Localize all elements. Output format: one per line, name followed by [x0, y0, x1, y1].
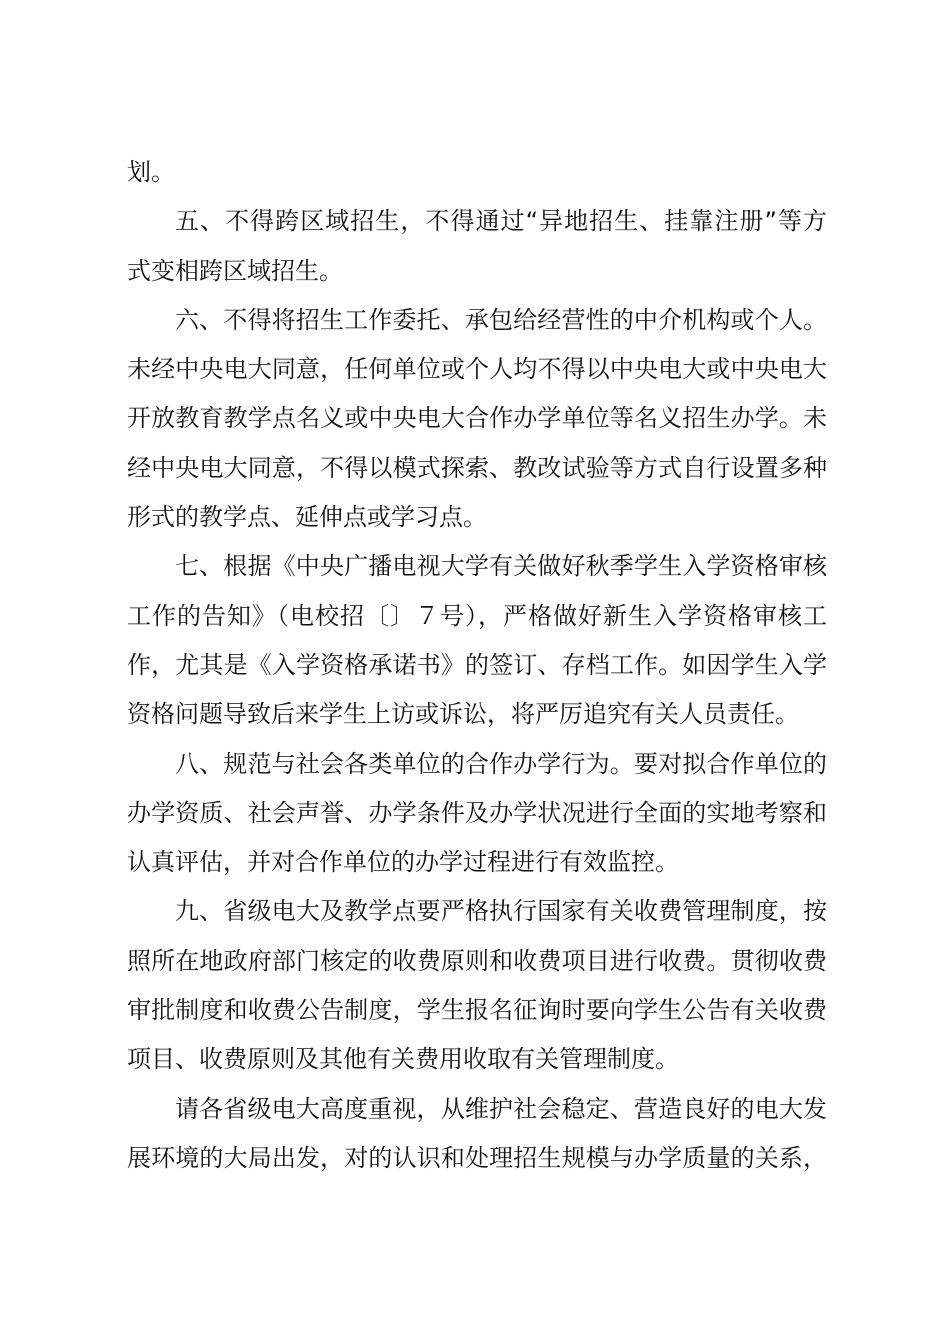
- text-line: 划。: [127, 158, 175, 186]
- text-line: 认真评估，并对合作单位的办学过程进行有效监控。: [127, 848, 679, 877]
- paragraph: [127, 740, 827, 888]
- text-line: 作，尤其是《入学资格承诺书》的签订、存档工作。如因学生入学: [127, 650, 827, 679]
- paragraph: [127, 148, 827, 197]
- text-line: 工作的告知》（电校招〔〕７号），严格做好新生入学资格审核工: [127, 601, 827, 630]
- text-line: 七、根据《中央广播电视大学有关做好秋季学生入学资格审核: [175, 552, 827, 581]
- document-body: [127, 148, 827, 1183]
- text-line: 照所在地政府部门核定的收费原则和收费项目进行收费。贯彻收费: [127, 946, 827, 975]
- text-line: 展环境的大局出发，对的认识和处理招生规模与办学质量的关系，: [127, 1143, 827, 1172]
- text-line: 开放教育教学点名义或中央电大合作办学单位等名义招生办学。未: [127, 404, 827, 433]
- text-line: 形式的教学点、延伸点或学习点。: [127, 503, 487, 532]
- text-line: 项目、收费原则及其他有关费用收取有关管理制度。: [127, 1045, 679, 1074]
- text-line: 经中央电大同意，不得以模式探索、教改试验等方式自行设置多种: [127, 453, 827, 482]
- paragraph: [127, 197, 827, 296]
- paragraph: [127, 887, 827, 1084]
- paragraph: [127, 296, 827, 542]
- text-line: 九、省级电大及教学点要严格执行国家有关收费管理制度，按: [175, 897, 827, 926]
- text-line: 式变相跨区域招生。: [127, 256, 343, 285]
- text-line: 五、不得跨区域招生，不得通过“异地招生、挂靠注册”等方: [175, 207, 827, 236]
- text-line: 请各省级电大高度重视，从维护社会稳定、营造良好的电大发: [175, 1094, 827, 1123]
- text-line: 未经中央电大同意，任何单位或个人均不得以中央电大或中央电大: [127, 355, 827, 384]
- text-line: 审批制度和收费公告制度，学生报名征询时要向学生公告有关收费: [127, 996, 827, 1025]
- text-line: 六、不得将招生工作委托、承包给经营性的中介机构或个人。: [175, 305, 827, 334]
- text-line: 八、规范与社会各类单位的合作办学行为。要对拟合作单位的: [175, 749, 827, 778]
- text-line: 办学资质、社会声誉、办学条件及办学状况进行全面的实地考察和: [127, 798, 827, 827]
- paragraph: [127, 542, 827, 739]
- paragraph: [127, 1085, 827, 1184]
- text-line: 资格问题导致后来学生上访或诉讼，将严厉追究有关人员责任。: [127, 700, 799, 729]
